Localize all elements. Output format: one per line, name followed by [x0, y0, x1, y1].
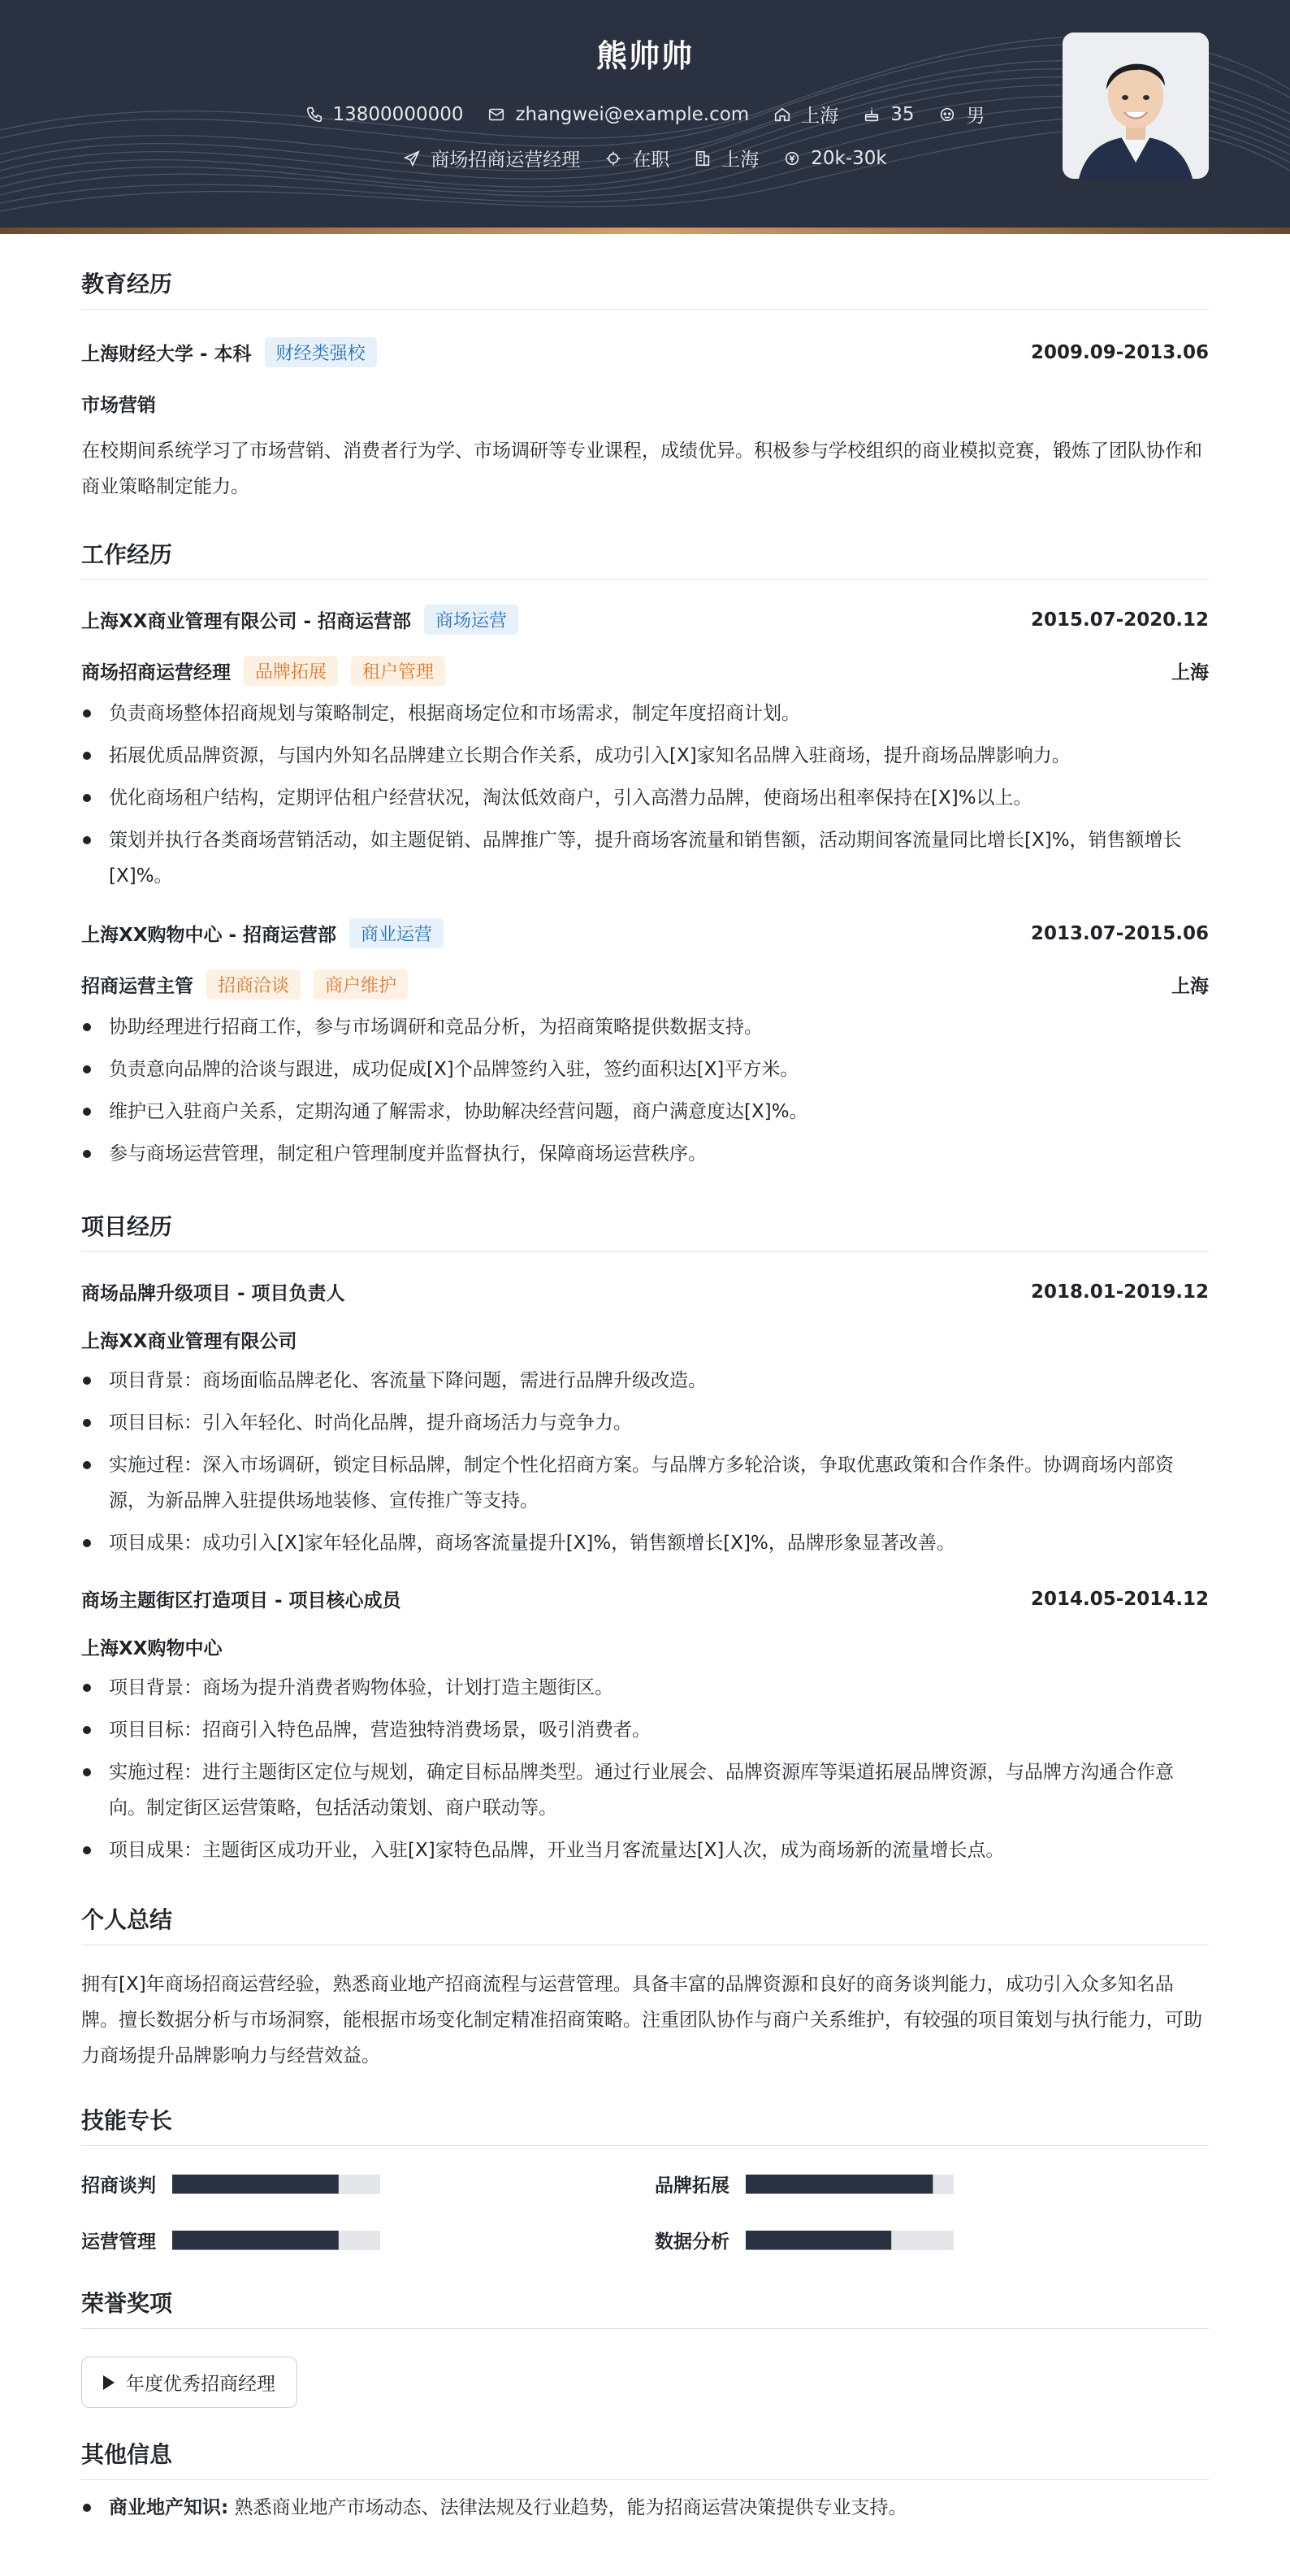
summary-section: [81, 1868, 1209, 2074]
project-header: [81, 1278, 1209, 1305]
section-title: 荣誉奖项: [81, 2253, 1209, 2329]
award-label: 年度优秀招商经理: [126, 2374, 275, 2395]
other-text: 熟悉商业地产市场动态、法律法规及行业趋势，能为招商运营决策提供专业支持。: [234, 2497, 907, 2518]
role-tag: 招商洽谈: [206, 969, 301, 1000]
target-job-item: [403, 145, 580, 171]
list-item: 项目背景：商场为提升消费者购物体验，计划打造主题街区。: [81, 1670, 1209, 1706]
job-header: [81, 605, 1209, 635]
phone-text: 13800000000: [332, 103, 464, 125]
school-name: 上海财经大学 - 本科: [81, 344, 252, 365]
skill-item: [655, 2171, 1209, 2197]
list-item: [81, 2490, 1209, 2526]
projects-section: [81, 1172, 1209, 1868]
project-name: 商场主题街区打造项目 - 项目核心成员: [81, 1590, 401, 1611]
project-header: [81, 1585, 1209, 1612]
job-bullets: [81, 696, 1209, 894]
age-item: [863, 104, 914, 125]
list-item: 项目成果：成功引入[X]家年轻化品牌，商场客流量提升[X]%，销售额增长[X]%，品牌形象显著改善。: [81, 1525, 1209, 1561]
face-icon: [938, 106, 956, 124]
phone-item: [305, 104, 464, 125]
project-org-row: [81, 1633, 1209, 1660]
major-row: [81, 390, 1209, 417]
salary-text: 20k-30k: [811, 147, 887, 169]
list-item: 负责意向品牌的洽谈与跟进，成功促成[X]个品牌签约入驻，签约面积达[X]平方米。: [81, 1052, 1209, 1087]
city-item: [773, 101, 838, 128]
salary-item: [783, 148, 886, 169]
target-job-text: 商场招商运营经理: [431, 150, 581, 171]
play-icon: [103, 2375, 115, 2390]
gender-item: [938, 101, 985, 128]
skill-fill: [746, 2175, 933, 2194]
role-tag: 租户管理: [351, 656, 445, 686]
role-title: 商场招商运营经理: [81, 662, 231, 683]
list-item: 协助经理进行招商工作，参与市场调研和竞品分析，为招商策略提供数据支持。: [81, 1009, 1209, 1045]
role-row: [81, 969, 1209, 1000]
company-tag: 商场运营: [424, 605, 518, 635]
list-item: 项目目标：招商引入特色品牌，营造独特消费场景，吸引消费者。: [81, 1712, 1209, 1748]
awards-section: [81, 2253, 1209, 2408]
skills-section: [81, 2074, 1209, 2253]
status-item: [604, 145, 669, 171]
project-name: 商场品牌升级项目 - 项目负责人: [81, 1283, 345, 1304]
skill-bar: [746, 2175, 954, 2194]
skill-bar: [172, 2175, 380, 2194]
summary-text: 拥有[X]年商场招商运营经验，熟悉商业地产招商流程与运营管理。具备丰富的品牌资源和良好的商务谈判能力，成功引入众多知名品牌。擅长数据分析与市场洞察，能根据市场变化制定精准招商策略。注重团队协作与商户关系维护，有较强的项目策划与执行能力，可助力商场提升品牌影响力与经营效益。: [81, 1974, 1202, 2066]
education-header: [81, 337, 1209, 367]
other-list: [81, 2490, 1209, 2526]
status-text: 在职: [632, 150, 670, 171]
job-entry: [81, 918, 1209, 1172]
education-description: 在校期间系统学习了市场营销、消费者行为学、市场调研等专业课程，成绩优异。积极参与学校组织的商业模拟竞赛，锻炼了团队协作和商业策略制定能力。: [81, 440, 1202, 497]
job-period: 2013.07-2015.06: [1030, 922, 1209, 944]
project-entry: [81, 1278, 1209, 1561]
target-city-item: [694, 145, 759, 171]
section-title: 项目经历: [81, 1172, 1209, 1252]
skill-item: [655, 2227, 1209, 2253]
list-item: 维护已入驻商户关系，定期沟通了解需求，协助解决经营问题，商户满意度达[X]%。: [81, 1094, 1209, 1130]
resume-header: [0, 0, 1290, 228]
award-item[interactable]: [81, 2357, 297, 2408]
role-tag: 品牌拓展: [244, 656, 338, 686]
send-icon: [403, 150, 421, 167]
project-period: 2014.05-2014.12: [1030, 1588, 1209, 1610]
portrait-image: [1063, 33, 1209, 179]
education-section: [81, 234, 1209, 505]
skill-item: [81, 2227, 655, 2253]
email-text: zhangwei@example.com: [515, 103, 750, 125]
project-bullets: [81, 1670, 1209, 1868]
list-item: 项目背景：商场面临品牌老化、客流量下降问题，需进行品牌升级改造。: [81, 1363, 1209, 1399]
list-item: 项目成果：主题街区成功开业，入驻[X]家特色品牌，开业当月客流量达[X]人次，成为商场新的流量增长点。: [81, 1832, 1209, 1868]
phone-icon: [305, 106, 323, 124]
skills-grid: [81, 2171, 1209, 2253]
company-tag: 商业运营: [349, 918, 444, 948]
money-icon: [783, 150, 801, 167]
skill-item: [81, 2171, 655, 2197]
skill-name: 招商谈判: [81, 2175, 156, 2197]
project-org: 上海XX商业管理有限公司: [81, 1331, 297, 1352]
company-name: 上海XX商业管理有限公司 - 招商运营部: [81, 611, 412, 632]
project-bullets: [81, 1363, 1209, 1561]
other-label: 商业地产知识:: [109, 2497, 229, 2518]
job-entry: [81, 605, 1209, 894]
role-row: [81, 656, 1209, 686]
project-entry: [81, 1585, 1209, 1868]
header-accent-bar: [0, 228, 1290, 234]
skill-bar: [746, 2231, 954, 2250]
avatar-photo: [1063, 33, 1209, 179]
mail-icon: [487, 106, 505, 124]
age-text: 35: [890, 103, 915, 125]
job-header: [81, 918, 1209, 948]
list-item: 实施过程：深入市场调研，锁定目标品牌，制定个性化招商方案。与品牌方多轮洽谈，争取优惠政策和合作条件。协调商场内部资源，为新品牌入驻提供场地装修、宣传推广等支持。: [81, 1447, 1209, 1519]
target-city-text: 上海: [721, 150, 760, 171]
list-item: 优化商场租户结构，定期评估租户经营状况，淘汰低效商户，引入高潜力品牌，使商场出租率保持在[X]%以上。: [81, 780, 1209, 816]
list-item: 策划并执行各类商场营销活动，如主题促销、品牌推广等，提升商场客流量和销售额，活动期间客流量同比增长[X]%，销售额增长[X]%。: [81, 822, 1209, 894]
job-period: 2015.07-2020.12: [1030, 609, 1209, 631]
skill-fill: [172, 2231, 339, 2250]
section-title: 工作经历: [81, 505, 1209, 580]
candidate-name: 熊帅帅: [595, 38, 694, 74]
major: 市场营销: [81, 395, 156, 416]
status-icon: [604, 150, 622, 167]
project-period: 2018.01-2019.12: [1030, 1281, 1209, 1303]
list-item: 拓展优质品牌资源，与国内外知名品牌建立长期合作关系，成功引入[X]家知名品牌入驻商场，提升商场品牌影响力。: [81, 738, 1209, 774]
city-text: 上海: [801, 106, 839, 127]
gender-text: 男: [966, 106, 985, 127]
skill-name: 品牌拓展: [655, 2175, 729, 2197]
company-name: 上海XX购物中心 - 招商运营部: [81, 925, 337, 946]
resume-body: [81, 234, 1209, 2526]
project-org: 上海XX购物中心: [81, 1638, 223, 1659]
job-location: 上海: [1171, 662, 1209, 683]
work-section: [81, 505, 1209, 1172]
home-icon: [773, 106, 791, 124]
list-item: 参与商场运营管理，制定租户管理制度并监督执行，保障商场运营秩序。: [81, 1136, 1209, 1172]
role-title: 招商运营主管: [81, 976, 193, 997]
education-period: 2009.09-2013.06: [1030, 341, 1209, 363]
skill-name: 数据分析: [655, 2231, 729, 2253]
building-icon: [694, 150, 712, 167]
other-section: [81, 2408, 1209, 2526]
list-item: 项目目标：引入年轻化、时尚化品牌，提升商场活力与竞争力。: [81, 1405, 1209, 1441]
role-tag: 商户维护: [314, 969, 408, 1000]
school-tag: 财经类强校: [265, 337, 377, 367]
job-location: 上海: [1171, 976, 1209, 997]
section-title: 其他信息: [81, 2408, 1209, 2480]
skill-bar: [172, 2231, 380, 2250]
list-item: 负责商场整体招商规划与策略制定，根据商场定位和市场需求，制定年度招商计划。: [81, 696, 1209, 731]
skill-fill: [746, 2231, 891, 2250]
cake-icon: [863, 106, 881, 124]
section-title: 教育经历: [81, 234, 1209, 310]
project-org-row: [81, 1326, 1209, 1353]
skill-name: 运营管理: [81, 2231, 156, 2253]
email-item: [487, 104, 749, 125]
section-title: 个人总结: [81, 1868, 1209, 1945]
section-title: 技能专长: [81, 2074, 1209, 2146]
skill-fill: [172, 2175, 339, 2194]
job-bullets: [81, 1009, 1209, 1172]
list-item: 实施过程：进行主题街区定位与规划，确定目标品牌类型。通过行业展会、品牌资源库等渠道拓展品牌资源，与品牌方沟通合作意向。制定街区运营策略，包括活动策划、商户联动等。: [81, 1754, 1209, 1826]
